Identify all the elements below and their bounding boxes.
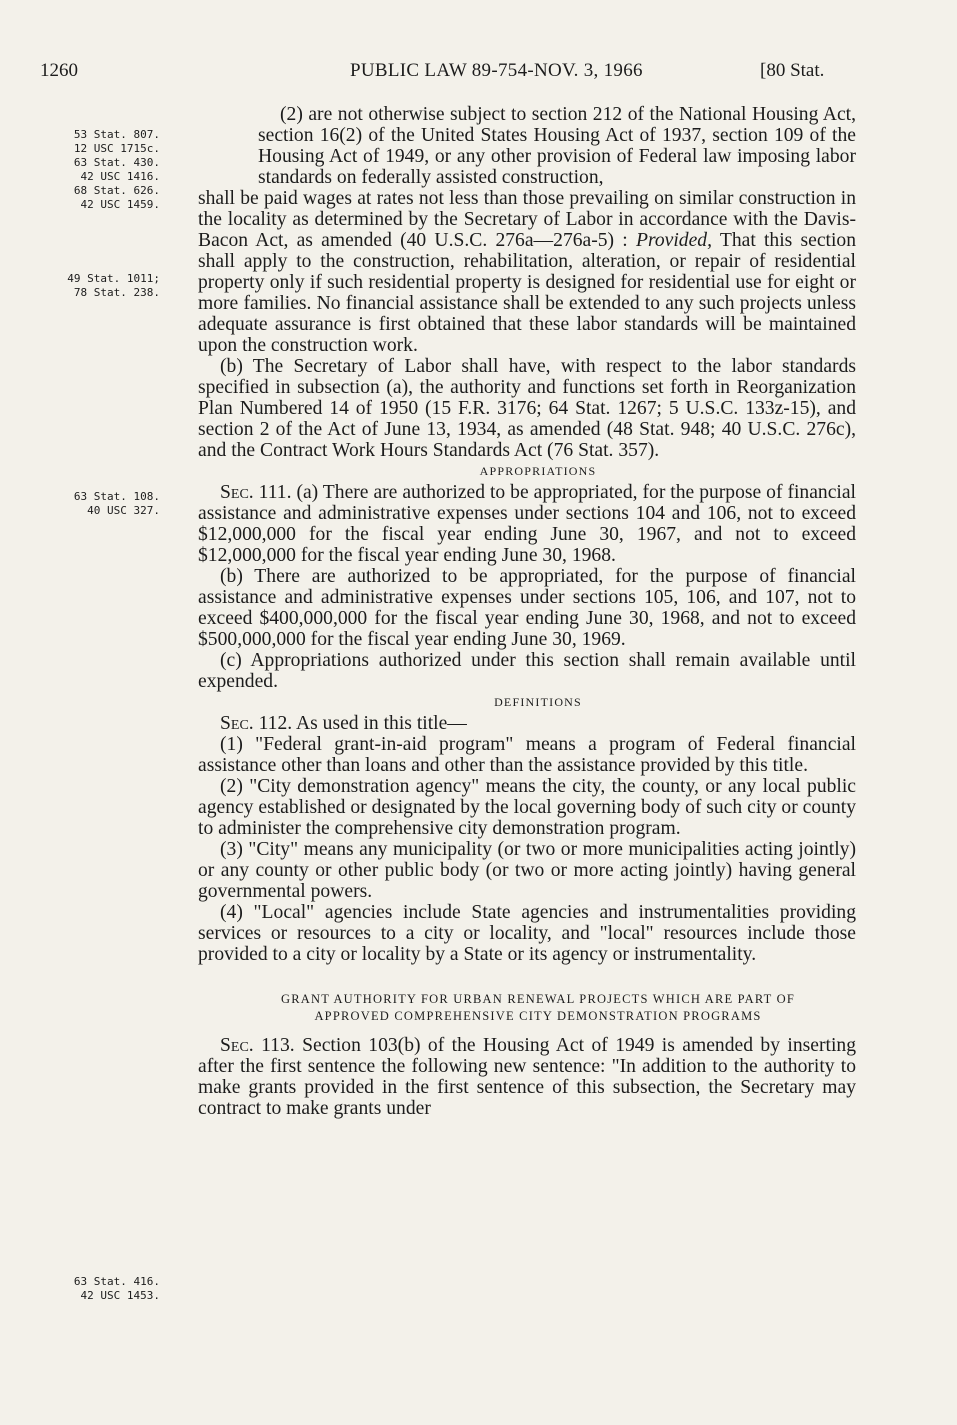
sec-113 — [198, 1035, 856, 1119]
provided-term: Provided, — [635, 230, 712, 251]
sec-111-b: (b) There are authorized to be appropriated, for the purpose of financial assistance and administrative expenses under sections 105, 106, and 107, not to exceed $400,000,000 for the fiscal year ending June 30, 1968, and not to exceed $500,000,000 for the fiscal year ending June 30, 1969. — [198, 566, 856, 650]
page-title: PUBLIC LAW 89-754-NOV. 3, 1966 — [350, 60, 643, 81]
clause-2-cont-b: That this section shall apply to the construction, rehabilitation, alteration, or repair of residential property only if such residential property is designed for residential use for eight or more families. No financial assistance shall be extended to any such projects unless adequate assurance is first obtained that these labor standards will be maintained upon the construction work. — [198, 230, 857, 356]
page-header — [0, 60, 957, 90]
sec-112-2: (2) "City demonstration agency" means the city, the county, or any local public agency established or designated by the local governing body of such city or county to administer the comprehensive city demonstration program. — [198, 776, 856, 839]
margin-citation: 63 Stat. 108. 40 USC 327. — [73, 490, 160, 517]
margin-citation: 53 Stat. 807. 12 USC 1715c. 63 Stat. 430. 42 USC 1416. 68 Stat. 626. 42 USC 1459. — [73, 128, 160, 211]
heading-appropriations: APPROPRIATIONS — [479, 464, 597, 478]
sec-112-label: Sec. 112. — [220, 713, 293, 734]
heading-grant-authority-1: GRANT AUTHORITY FOR URBAN RENEWAL PROJECTS WHICH ARE PART OF — [280, 992, 795, 1006]
clause-2-continuation — [198, 188, 856, 356]
stat-label: [80 Stat. — [760, 60, 825, 81]
sec-112-4: (4) "Local" agencies include State agencies and instrumentalities providing services or resources to a city or locality, and "local" resources include those provided to a city or locality by a State or its agency or instrumentality. — [198, 902, 856, 965]
sec-112-intro-text: As used in this title— — [295, 713, 467, 734]
margin-citation: 63 Stat. 416. 42 USC 1453. — [73, 1275, 160, 1302]
clause-2-cont-a: shall be paid wages at rates not less than those prevailing on similar construction in the locality as determined by the Secretary of Labor in accordance with the Davis-Bacon Act, as amended (40 U.S.C. 276a—276a-5) : — [198, 188, 856, 251]
sec-111-c: (c) Appropriations authorized under this section shall remain available until expended. — [198, 650, 856, 692]
body-text — [198, 104, 856, 1119]
sec-113-label: Sec. 113. — [220, 1035, 295, 1056]
sec-112-intro — [198, 713, 856, 734]
page-number: 1260 — [40, 60, 78, 81]
heading-definitions: DEFINITIONS — [494, 695, 582, 709]
sec-113-text: Section 103(b) of the Housing Act of 1949 is amended by inserting after the first sentence the following new sentence: "In addition to the authority to make grants provided in the first sentence of this subsection, the Secretary may contract to make grants under — [198, 1035, 856, 1119]
subsection-b: (b) The Secretary of Labor shall have, with respect to the labor standards specified in subsection (a), the authority and functions set forth in Reorganization Plan Numbered 14 of 1950 (15 F.R. 3176; 64 Stat. 1267; 5 U.S.C. 133z-15), and section 2 of the Act of June 13, 1934, as amended (48 Stat. 948; 40 U.S.C. 276c), and the Contract Work Hours Standards Act (76 Stat. 357). — [198, 356, 856, 461]
sec-111-a — [198, 482, 856, 566]
heading-grant-authority-2: APPROVED COMPREHENSIVE CITY DEMONSTRATION PROGRAMS — [314, 1009, 762, 1023]
sec-111-a-text: (a) There are authorized to be appropriated, for the purpose of financial assistance and administrative expenses under sections 104 and 106, not to exceed $12,000,000 for the fiscal year ending June 30, 1967, and not to exceed $12,000,000 for the fiscal year ending June 30, 1968. — [198, 482, 857, 566]
margin-citation: 49 Stat. 1011; 78 Stat. 238. — [67, 272, 160, 299]
clause-2: (2) are not otherwise subject to section 212 of the National Housing Act, section 16(2) of the United States Housing Act of 1937, section 109 of the Housing Act of 1949, or any other provision of Federal law imposing labor standards on federally assisted construction, — [258, 104, 856, 188]
sec-112-3: (3) "City" means any municipality (or two or more municipalities acting jointly) or any county or other public body (or two or more acting jointly) having general governmental powers. — [198, 839, 856, 902]
sec-111-label: Sec. 111. — [220, 482, 292, 503]
sec-112-1: (1) "Federal grant-in-aid program" means a program of Federal financial assistance other than loans and other than the assistance provided by this title. — [198, 734, 856, 776]
